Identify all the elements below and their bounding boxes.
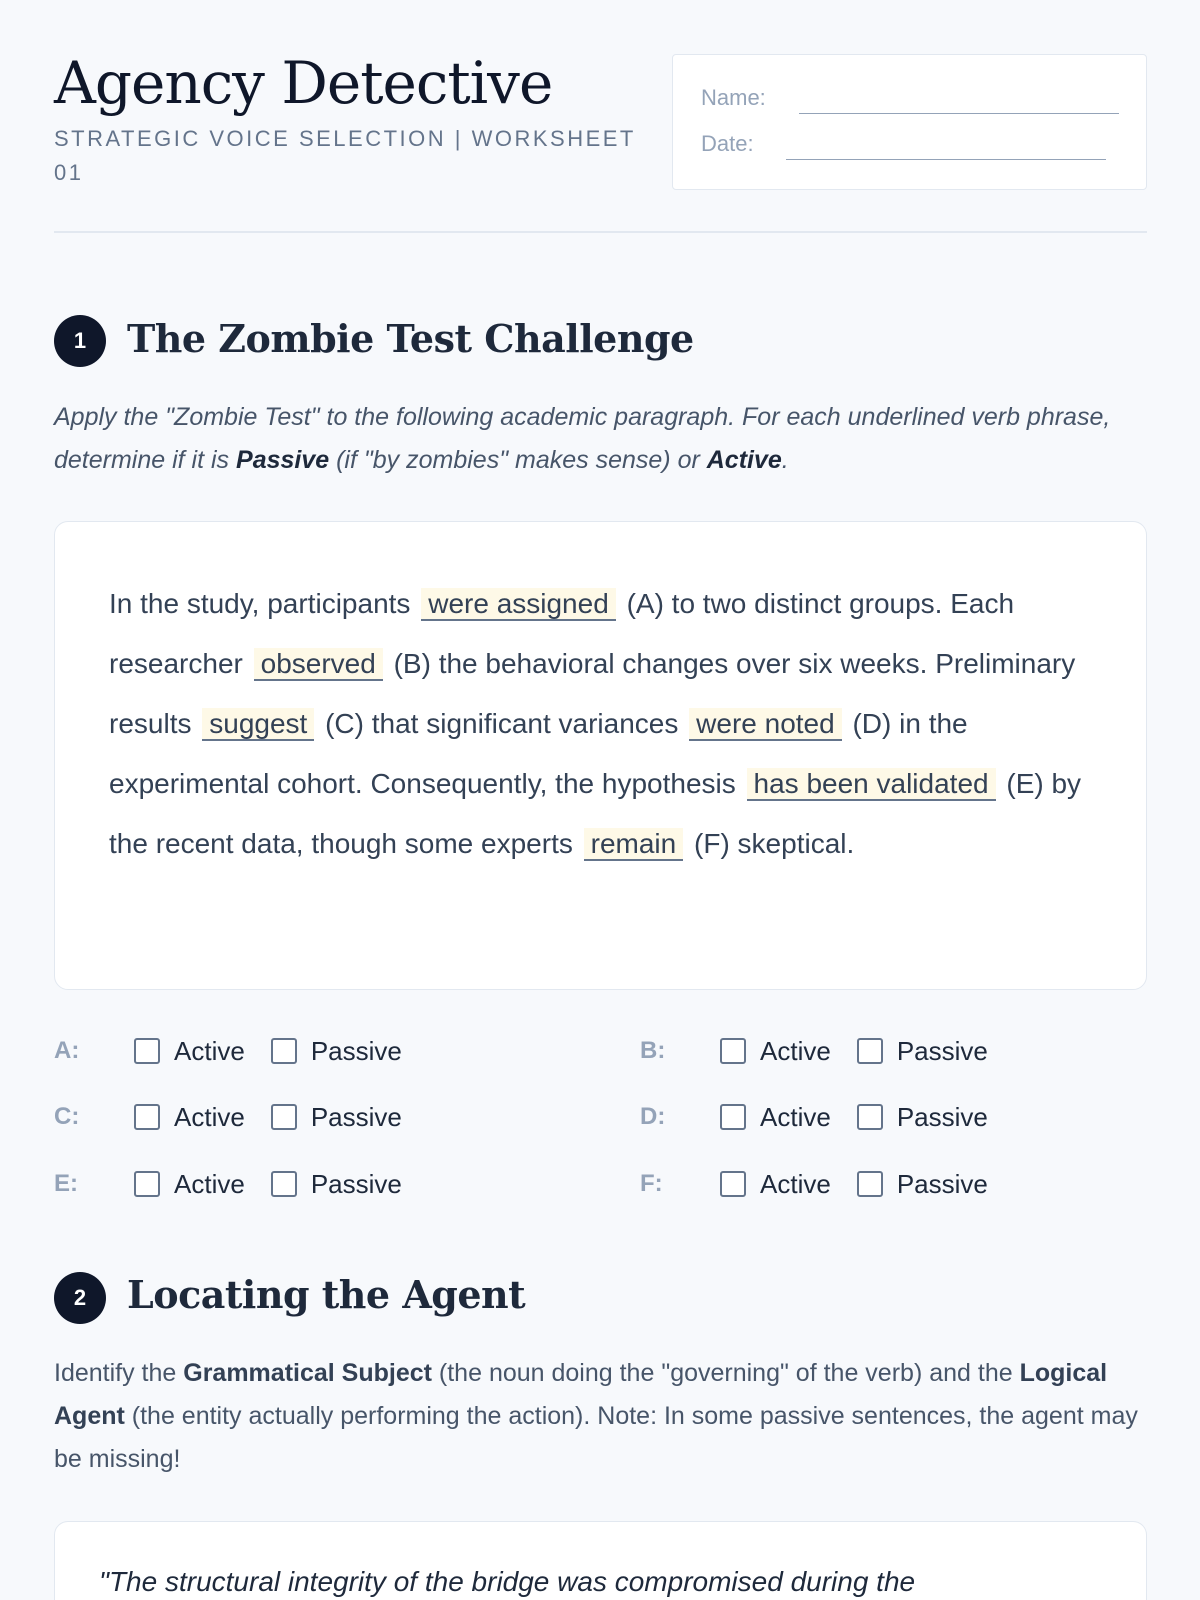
name-label: Name: xyxy=(701,85,766,110)
verb-phrase-c: suggest xyxy=(202,708,314,741)
active-checkbox[interactable] xyxy=(720,1104,746,1130)
section-1-instructions xyxy=(54,396,1147,482)
paragraph-text: (D) in the experimental cohort. Consequently, the hypothesis xyxy=(109,708,968,799)
paragraph-text: (F) skeptical. xyxy=(694,828,855,859)
passive-checkbox[interactable] xyxy=(271,1104,297,1130)
answer-row-e xyxy=(54,1168,428,1200)
passive-checkbox[interactable] xyxy=(271,1171,297,1197)
academic-paragraph xyxy=(109,574,1109,874)
answer-row-c xyxy=(54,1101,428,1133)
passive-label: Passive xyxy=(310,1101,402,1132)
worksheet-page xyxy=(54,0,1147,1600)
active-checkbox[interactable] xyxy=(134,1038,160,1064)
instructions-text: Identify the xyxy=(54,1359,184,1387)
paragraph-text: (B) the behavioral changes over six weeks. Preliminary results xyxy=(109,648,1076,739)
passive-checkbox[interactable] xyxy=(271,1038,297,1064)
passive-checkbox[interactable] xyxy=(857,1104,883,1130)
answer-letter: B: xyxy=(640,1037,666,1064)
answer-letter: E: xyxy=(54,1170,78,1197)
verb-phrase-b: observed xyxy=(254,648,383,681)
instructions-text: (the entity actually performing the action). Note: In some passive sentences, the agent may be missing! xyxy=(54,1402,1138,1473)
answer-letter: F: xyxy=(640,1170,663,1197)
verb-phrase-a: were assigned xyxy=(421,588,616,621)
instructions-bold-passive: Passive xyxy=(236,446,330,474)
active-label: Active xyxy=(760,1101,831,1132)
active-label: Active xyxy=(760,1168,831,1199)
passive-checkbox[interactable] xyxy=(857,1171,883,1197)
paragraph-text: (C) that significant variances xyxy=(325,708,679,739)
active-checkbox[interactable] xyxy=(720,1038,746,1064)
active-label: Active xyxy=(174,1035,245,1066)
active-label: Active xyxy=(760,1035,831,1066)
example-sentence: "The structural integrity of the bridge was compromised during the xyxy=(99,1566,916,1597)
active-label: Active xyxy=(174,1168,245,1199)
verb-phrase-f: remain xyxy=(584,828,684,861)
worksheet-subtitle: STRATEGIC VOICE SELECTION | WORKSHEET 01 xyxy=(54,126,636,185)
passive-label: Passive xyxy=(896,1035,988,1066)
instructions-bold-active: Active xyxy=(706,446,782,474)
section-2-title: Locating the Agent xyxy=(127,1272,526,1317)
passive-label: Passive xyxy=(896,1101,988,1132)
passive-label: Passive xyxy=(310,1168,402,1199)
answer-row-a xyxy=(54,1035,428,1067)
header-divider xyxy=(54,231,1147,233)
answer-letter: C: xyxy=(54,1103,80,1130)
active-label: Active xyxy=(174,1101,245,1132)
verb-phrase-e: has been validated xyxy=(747,768,996,801)
instructions-bold-subject: Grammatical Subject xyxy=(183,1359,432,1387)
answer-row-f xyxy=(640,1168,1014,1200)
instructions-text: Apply the "Zombie Test" to the following academic paragraph. For each underlined verb phrase, determine if it is xyxy=(54,403,1111,474)
passive-label: Passive xyxy=(310,1035,402,1066)
name-date-card xyxy=(672,54,1147,190)
date-label: Date: xyxy=(701,131,754,156)
instructions-text: . xyxy=(781,446,789,474)
passive-checkbox[interactable] xyxy=(857,1038,883,1064)
answer-letter: D: xyxy=(640,1103,666,1130)
active-checkbox[interactable] xyxy=(134,1104,160,1130)
paragraph-card xyxy=(54,521,1147,990)
instructions-text: (the noun doing the "governing" of the verb) and the xyxy=(431,1359,1020,1387)
active-checkbox[interactable] xyxy=(720,1171,746,1197)
section-2-instructions xyxy=(54,1352,1147,1481)
active-checkbox[interactable] xyxy=(134,1171,160,1197)
section-1-title: The Zombie Test Challenge xyxy=(127,316,694,361)
section-1-number-badge: 1 xyxy=(54,315,106,367)
answer-row-d xyxy=(640,1101,1014,1133)
section-2-number-badge: 2 xyxy=(54,1272,106,1324)
instructions-bold-agent: Logical Agent xyxy=(54,1359,1108,1430)
date-field[interactable] xyxy=(786,159,1106,160)
paragraph-text: (A) to two distinct groups. Each researcher xyxy=(109,588,1015,679)
answer-row-b xyxy=(640,1035,1014,1067)
sentence-card xyxy=(54,1521,1147,1600)
answer-letter: A: xyxy=(54,1037,80,1064)
paragraph-text: (E) by the recent data, though some experts xyxy=(109,768,1082,859)
passive-label: Passive xyxy=(896,1168,988,1199)
worksheet-title: Agency Detective xyxy=(54,49,553,117)
name-field[interactable] xyxy=(799,113,1119,114)
instructions-text: (if "by zombies" makes sense) or xyxy=(329,446,707,474)
paragraph-text: In the study, participants xyxy=(109,588,411,619)
verb-phrase-d: were noted xyxy=(689,708,842,741)
